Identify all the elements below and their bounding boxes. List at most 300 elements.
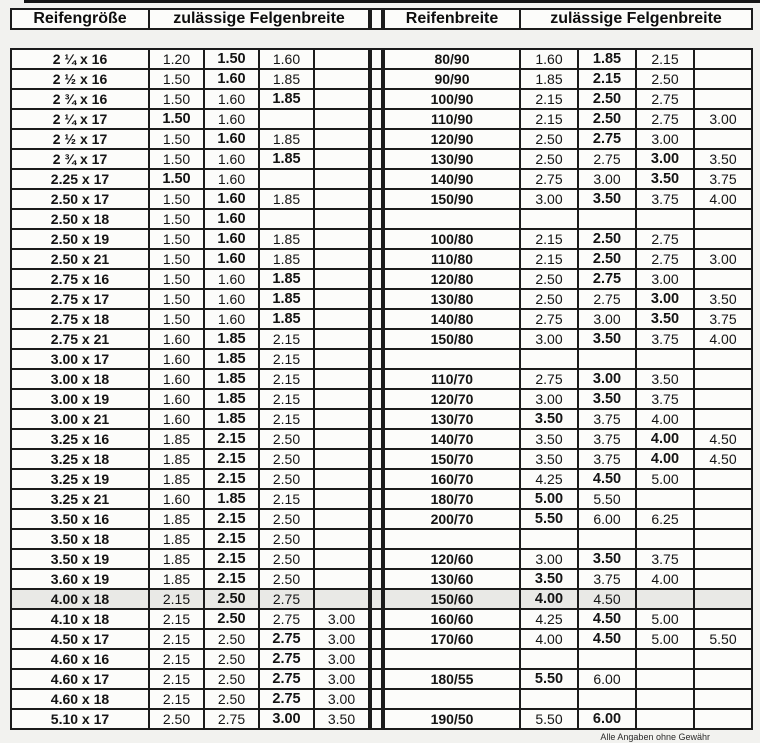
rim-width-cell — [694, 349, 752, 369]
rim-width-cell: 1.60 — [204, 149, 259, 169]
rim-width-cell — [314, 289, 369, 309]
rim-width-cell — [694, 229, 752, 249]
spacer-cell — [371, 349, 382, 369]
rim-width-cell: 1.85 — [149, 509, 204, 529]
spacer-cell — [371, 289, 382, 309]
spacer-row — [371, 449, 382, 469]
rim-width-cell: 1.50 — [149, 109, 204, 129]
rim-width-cell: 3.75 — [578, 429, 636, 449]
tire-size-cell: 2.50 x 18 — [11, 209, 149, 229]
rim-width-cell: 3.75 — [636, 189, 694, 209]
rim-width-cell: 1.85 — [204, 489, 259, 509]
tire-size-cell: 3.25 x 16 — [11, 429, 149, 449]
tire-size-cell: 2 ¾ x 16 — [11, 89, 149, 109]
header-row — [384, 9, 752, 29]
rim-width-cell: 3.00 — [520, 329, 578, 349]
tire-size-header-label: Reifengröße — [11, 9, 149, 29]
rim-width-cell: 1.60 — [204, 89, 259, 109]
table-row — [11, 309, 369, 329]
rim-width-cell — [314, 569, 369, 589]
tire-size-cell: 2.75 x 21 — [11, 329, 149, 349]
rim-width-cell: 2.15 — [149, 629, 204, 649]
rim-width-cell: 2.75 — [259, 609, 314, 629]
spacer-row — [371, 469, 382, 489]
spacer-cell — [371, 389, 382, 409]
tire-size-cell: 2 ¾ x 17 — [11, 149, 149, 169]
allowed-rim-width-header-label: zulässige Felgenbreite — [149, 9, 369, 29]
table-row — [384, 109, 752, 129]
tire-width-cell: 140/80 — [384, 309, 520, 329]
rim-width-cell: 3.00 — [636, 149, 694, 169]
rim-width-cell — [694, 569, 752, 589]
rim-width-cell: 1.50 — [149, 69, 204, 89]
table-row — [384, 349, 752, 369]
tire-size-cell: 2 ¼ x 17 — [11, 109, 149, 129]
rim-width-cell: 4.25 — [520, 609, 578, 629]
rim-width-cell — [314, 309, 369, 329]
rim-width-cell: 1.50 — [149, 129, 204, 149]
rim-width-cell — [694, 89, 752, 109]
rim-width-cell: 1.60 — [149, 349, 204, 369]
rim-width-cell: 3.50 — [314, 709, 369, 729]
rim-width-cell — [314, 349, 369, 369]
rim-width-cell: 2.15 — [259, 349, 314, 369]
tire-width-cell: 160/70 — [384, 469, 520, 489]
spacer-cell — [371, 189, 382, 209]
rim-width-cell: 4.50 — [694, 429, 752, 449]
tire-size-cell: 4.60 x 17 — [11, 669, 149, 689]
spacer-cell — [371, 629, 382, 649]
spacer-row — [371, 89, 382, 109]
tire-size-cell: 2.75 x 17 — [11, 289, 149, 309]
table-row — [11, 269, 369, 289]
rim-width-cell: 2.15 — [259, 409, 314, 429]
rim-width-cell — [520, 689, 578, 709]
rim-width-cell — [636, 489, 694, 509]
rim-width-cell — [636, 349, 694, 369]
rim-width-cell: 4.50 — [578, 629, 636, 649]
rim-width-cell: 1.85 — [149, 549, 204, 569]
spacer-section — [370, 8, 383, 730]
table-row — [11, 589, 369, 609]
rim-width-cell — [694, 389, 752, 409]
rim-width-cell — [314, 589, 369, 609]
rim-width-cell: 3.00 — [636, 129, 694, 149]
rim-width-cell: 1.85 — [259, 129, 314, 149]
rim-width-cell: 4.50 — [694, 449, 752, 469]
tire-width-cell: 200/70 — [384, 509, 520, 529]
rim-width-cell: 5.50 — [520, 709, 578, 729]
rim-width-cell: 5.50 — [578, 489, 636, 509]
rim-width-cell: 2.50 — [578, 249, 636, 269]
spacer-cell — [371, 449, 382, 469]
table-row — [384, 249, 752, 269]
rim-width-cell — [636, 649, 694, 669]
table-row — [11, 109, 369, 129]
spacer-row — [371, 669, 382, 689]
rim-width-cell: 4.00 — [636, 409, 694, 429]
rim-width-cell: 2.50 — [259, 469, 314, 489]
table-row — [11, 449, 369, 469]
table-row — [384, 669, 752, 689]
rim-width-cell: 2.50 — [259, 569, 314, 589]
tables-area — [10, 8, 760, 730]
rim-width-cell: 1.50 — [149, 229, 204, 249]
rim-width-cell: 3.00 — [578, 169, 636, 189]
tire-width-cell: 150/90 — [384, 189, 520, 209]
tire-size-cell: 2.25 x 17 — [11, 169, 149, 189]
rim-width-cell: 2.15 — [520, 89, 578, 109]
table-row — [384, 529, 752, 549]
rim-width-cell: 3.00 — [694, 109, 752, 129]
table-row — [384, 89, 752, 109]
spacer-cell — [371, 529, 382, 549]
spacer-cell — [371, 329, 382, 349]
table-row — [11, 329, 369, 349]
rim-width-cell: 2.15 — [204, 509, 259, 529]
spacer-cell — [371, 269, 382, 289]
rim-width-cell: 1.50 — [149, 309, 204, 329]
rim-width-cell: 1.60 — [204, 229, 259, 249]
rim-width-cell: 3.50 — [520, 429, 578, 449]
tire-size-cell: 3.50 x 18 — [11, 529, 149, 549]
rim-width-cell: 1.85 — [259, 309, 314, 329]
rim-width-cell: 2.50 — [636, 69, 694, 89]
tire-size-cell: 3.50 x 19 — [11, 549, 149, 569]
tire-width-cell: 170/60 — [384, 629, 520, 649]
rim-width-cell — [694, 369, 752, 389]
rim-width-cell: 2.75 — [636, 89, 694, 109]
spacer-row — [371, 49, 382, 69]
spacer-row — [371, 509, 382, 529]
rim-width-cell: 1.20 — [149, 49, 204, 69]
table-row — [11, 469, 369, 489]
rim-width-cell — [314, 49, 369, 69]
table-row — [384, 609, 752, 629]
rim-width-cell: 3.00 — [520, 549, 578, 569]
rim-width-cell: 3.50 — [578, 189, 636, 209]
rim-width-cell — [694, 529, 752, 549]
table-row — [11, 89, 369, 109]
table-row — [384, 629, 752, 649]
rim-width-cell: 2.50 — [259, 429, 314, 449]
rim-width-cell — [520, 209, 578, 229]
rim-width-cell: 1.60 — [204, 129, 259, 149]
tire-width-table-body — [383, 48, 753, 730]
tire-width-cell — [384, 529, 520, 549]
tire-size-cell: 3.25 x 18 — [11, 449, 149, 469]
spacer-cell — [371, 369, 382, 389]
rim-width-cell: 1.85 — [149, 529, 204, 549]
spacer-row — [371, 289, 382, 309]
tire-size-table-body — [10, 48, 370, 730]
rim-width-cell: 3.50 — [578, 329, 636, 349]
tire-size-cell: 2.75 x 18 — [11, 309, 149, 329]
tire-width-cell: 110/90 — [384, 109, 520, 129]
spacer-row — [371, 569, 382, 589]
rim-width-cell: 4.50 — [578, 469, 636, 489]
rim-width-cell: 2.75 — [259, 669, 314, 689]
rim-width-cell: 2.75 — [636, 249, 694, 269]
rim-width-cell: 1.85 — [578, 49, 636, 69]
table-row — [11, 489, 369, 509]
rim-width-cell: 3.50 — [578, 549, 636, 569]
tire-width-cell: 180/70 — [384, 489, 520, 509]
rim-width-cell — [314, 329, 369, 349]
tire-size-cell: 3.00 x 17 — [11, 349, 149, 369]
rim-width-cell: 3.75 — [578, 569, 636, 589]
tire-width-cell — [384, 349, 520, 369]
spacer-cell — [371, 249, 382, 269]
rim-width-cell: 2.75 — [520, 309, 578, 329]
rim-width-cell: 2.75 — [636, 109, 694, 129]
rim-width-cell: 2.50 — [578, 109, 636, 129]
rim-width-cell: 3.00 — [520, 389, 578, 409]
tire-width-cell: 120/90 — [384, 129, 520, 149]
spacer-row — [371, 689, 382, 709]
table-row — [384, 229, 752, 249]
table-row — [11, 209, 369, 229]
rim-width-cell — [520, 529, 578, 549]
spacer-row — [371, 609, 382, 629]
table-row — [384, 589, 752, 609]
tire-width-cell: 130/90 — [384, 149, 520, 169]
tire-size-cell: 3.00 x 21 — [11, 409, 149, 429]
rim-width-cell: 2.15 — [204, 429, 259, 449]
tire-width-header-label: Reifenbreite — [384, 9, 520, 29]
rim-width-cell: 3.00 — [314, 649, 369, 669]
tire-size-header — [10, 8, 370, 30]
rim-width-cell: 1.50 — [149, 189, 204, 209]
spacer-cell — [371, 229, 382, 249]
spacer-row — [371, 629, 382, 649]
rim-width-cell: 1.60 — [149, 409, 204, 429]
rim-width-cell: 1.85 — [149, 569, 204, 589]
table-row — [384, 289, 752, 309]
table-row — [11, 549, 369, 569]
rim-width-cell: 3.00 — [694, 249, 752, 269]
tire-width-cell: 130/70 — [384, 409, 520, 429]
rim-width-cell — [314, 369, 369, 389]
tire-width-header — [383, 8, 753, 30]
table-row — [384, 469, 752, 489]
spacer-header-row — [371, 9, 382, 29]
rim-width-cell: 1.50 — [149, 249, 204, 269]
rim-width-cell — [314, 429, 369, 449]
table-row — [384, 309, 752, 329]
rim-width-cell: 1.50 — [149, 289, 204, 309]
table-row — [11, 349, 369, 369]
spacer-row — [371, 329, 382, 349]
rim-width-cell: 1.60 — [204, 189, 259, 209]
rim-width-cell — [520, 349, 578, 369]
rim-width-cell: 2.75 — [578, 129, 636, 149]
tire-size-cell: 3.25 x 21 — [11, 489, 149, 509]
rim-width-cell — [578, 349, 636, 369]
rim-width-cell: 3.00 — [578, 369, 636, 389]
rim-width-cell: 1.85 — [149, 429, 204, 449]
tire-size-cell: 2 ¼ x 16 — [11, 49, 149, 69]
rim-width-cell: 3.00 — [314, 629, 369, 649]
spacer-header — [370, 8, 383, 30]
rim-width-cell: 6.00 — [578, 509, 636, 529]
table-row — [384, 69, 752, 89]
table-row — [11, 69, 369, 89]
tire-size-cell: 2.75 x 16 — [11, 269, 149, 289]
rim-width-cell: 2.50 — [204, 649, 259, 669]
rim-width-cell — [578, 209, 636, 229]
rim-width-cell: 1.50 — [149, 269, 204, 289]
rim-width-cell: 1.85 — [259, 89, 314, 109]
rim-width-cell: 2.50 — [578, 229, 636, 249]
spacer-cell — [371, 509, 382, 529]
table-row — [11, 429, 369, 449]
rim-width-cell: 4.50 — [578, 589, 636, 609]
spacer-row — [371, 489, 382, 509]
spacer-row — [371, 309, 382, 329]
tire-size-cell: 4.00 x 18 — [11, 589, 149, 609]
rim-width-cell: 1.85 — [259, 229, 314, 249]
rim-width-cell: 1.50 — [149, 209, 204, 229]
rim-width-cell: 2.15 — [578, 69, 636, 89]
tire-width-cell — [384, 689, 520, 709]
rim-width-cell: 1.60 — [149, 329, 204, 349]
rim-width-cell: 6.00 — [578, 669, 636, 689]
rim-width-cell: 4.00 — [520, 629, 578, 649]
rim-width-cell: 3.00 — [314, 669, 369, 689]
rim-width-cell: 2.15 — [259, 329, 314, 349]
spacer-cell — [371, 709, 382, 729]
spacer-cell — [371, 169, 382, 189]
tire-width-cell: 80/90 — [384, 49, 520, 69]
top-rule — [24, 0, 760, 3]
table-row — [384, 169, 752, 189]
spacer-row — [371, 169, 382, 189]
rim-width-cell: 2.50 — [204, 629, 259, 649]
table-row — [11, 229, 369, 249]
table-row — [384, 429, 752, 449]
rim-width-cell: 1.85 — [259, 69, 314, 89]
table-row — [384, 449, 752, 469]
allowed-rim-width-header-label: zulässige Felgenbreite — [520, 9, 752, 29]
rim-width-cell — [636, 209, 694, 229]
rim-width-cell: 1.60 — [149, 389, 204, 409]
tire-width-cell: 120/70 — [384, 389, 520, 409]
spacer-row — [371, 349, 382, 369]
rim-width-cell — [694, 269, 752, 289]
rim-width-cell — [694, 689, 752, 709]
tire-width-cell: 140/70 — [384, 429, 520, 449]
rim-width-cell: 3.50 — [636, 369, 694, 389]
rim-width-cell — [636, 589, 694, 609]
rim-width-cell: 1.60 — [204, 109, 259, 129]
table-row — [384, 509, 752, 529]
spacer-cell — [371, 109, 382, 129]
rim-width-cell: 3.75 — [578, 409, 636, 429]
spacer-cell — [371, 89, 382, 109]
rim-width-cell — [259, 209, 314, 229]
rim-width-cell — [578, 689, 636, 709]
header-row — [11, 9, 369, 29]
table-row — [11, 689, 369, 709]
rim-width-cell: 4.00 — [694, 329, 752, 349]
rim-width-cell: 4.25 — [520, 469, 578, 489]
rim-width-cell: 2.75 — [259, 649, 314, 669]
table-row — [384, 149, 752, 169]
rim-width-cell: 2.50 — [204, 609, 259, 629]
rim-width-cell: 2.50 — [520, 149, 578, 169]
rim-width-cell — [259, 109, 314, 129]
spacer-cell — [371, 129, 382, 149]
rim-width-cell — [314, 89, 369, 109]
rim-width-cell: 2.15 — [149, 589, 204, 609]
rim-width-cell: 2.50 — [204, 589, 259, 609]
rim-width-cell: 2.50 — [520, 269, 578, 289]
rim-width-cell: 3.50 — [636, 169, 694, 189]
spacer-row — [371, 709, 382, 729]
rim-width-cell — [578, 649, 636, 669]
rim-width-cell: 2.15 — [520, 229, 578, 249]
rim-width-cell: 3.75 — [636, 549, 694, 569]
rim-width-cell: 2.15 — [149, 689, 204, 709]
rim-width-cell: 5.50 — [520, 509, 578, 529]
rim-width-cell: 3.50 — [694, 149, 752, 169]
spacer-row — [371, 529, 382, 549]
rim-width-cell: 2.75 — [578, 149, 636, 169]
spacer-row — [371, 189, 382, 209]
spacer-cell — [371, 649, 382, 669]
table-row — [11, 169, 369, 189]
spacer-row — [371, 389, 382, 409]
rim-width-cell — [694, 649, 752, 669]
rim-width-cell: 1.85 — [204, 409, 259, 429]
table-row — [11, 569, 369, 589]
rim-width-cell: 1.85 — [259, 269, 314, 289]
rim-width-cell: 2.15 — [259, 489, 314, 509]
rim-width-cell: 5.50 — [520, 669, 578, 689]
rim-width-cell: 2.75 — [259, 589, 314, 609]
spacer-cell — [371, 489, 382, 509]
table-row — [384, 49, 752, 69]
rim-width-cell: 3.00 — [636, 289, 694, 309]
rim-width-cell: 1.60 — [204, 169, 259, 189]
rim-width-cell — [314, 489, 369, 509]
rim-width-cell — [694, 589, 752, 609]
rim-width-cell: 2.50 — [259, 509, 314, 529]
table-row — [11, 369, 369, 389]
spacer-cell — [371, 209, 382, 229]
spacer-header-cell — [371, 9, 382, 29]
rim-width-cell: 2.75 — [636, 229, 694, 249]
tire-width-cell: 190/50 — [384, 709, 520, 729]
table-row — [384, 489, 752, 509]
rim-width-cell: 1.60 — [204, 69, 259, 89]
spacer-row — [371, 209, 382, 229]
tire-width-cell: 100/90 — [384, 89, 520, 109]
rim-width-cell: 1.60 — [149, 489, 204, 509]
rim-width-cell — [694, 69, 752, 89]
rim-width-cell: 6.25 — [636, 509, 694, 529]
spacer-row — [371, 549, 382, 569]
tire-size-cell: 2.50 x 21 — [11, 249, 149, 269]
tire-width-cell: 130/80 — [384, 289, 520, 309]
rim-width-cell: 3.75 — [694, 169, 752, 189]
spacer-cell — [371, 69, 382, 89]
table-row — [384, 129, 752, 149]
spacer-row — [371, 429, 382, 449]
spacer-row — [371, 249, 382, 269]
rim-width-cell: 2.50 — [204, 689, 259, 709]
